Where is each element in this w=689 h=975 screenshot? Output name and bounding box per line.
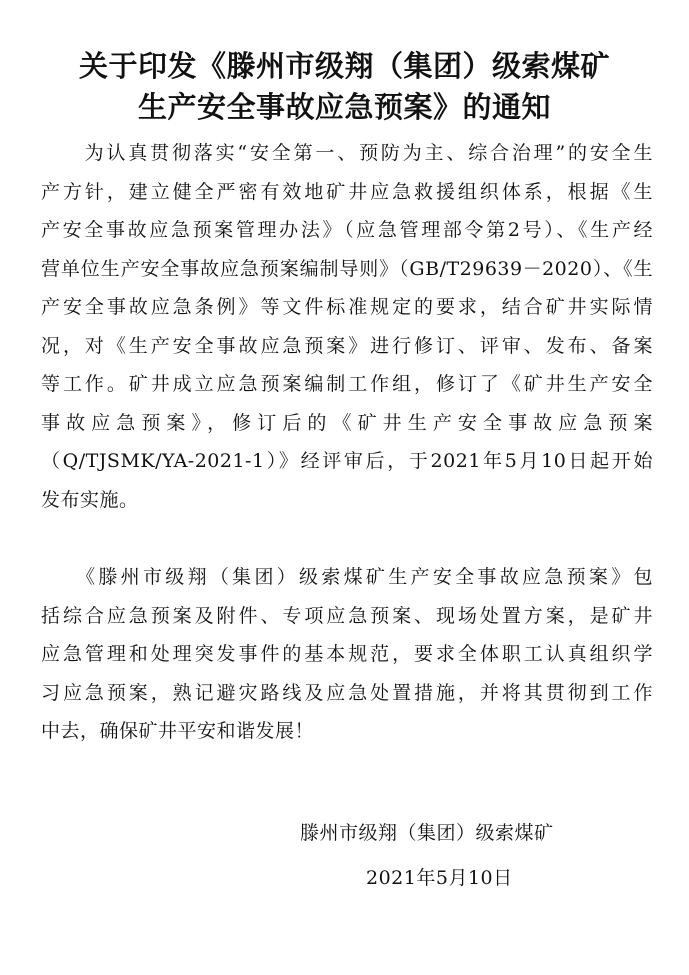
paragraph-line: 为认真贯彻落实“安全第一、预防为主、综合治理”的安全生 bbox=[41, 142, 653, 164]
paragraph-line: 《滕州市级翔（集团）级索煤矿生产安全事故应急预案》包 bbox=[41, 566, 653, 588]
paragraph-line: 习应急预案，熟记避灾路线及应急处置措施，并将其贯彻到工作 bbox=[41, 681, 653, 704]
paragraph-line: （Q/TJSMK/YA-2021-1）》经评审后，于2021年5月10日起开始 bbox=[41, 450, 653, 472]
paragraph-line: 产安全事故应急预案管理办法》（应急管理部令第2号）、《生产经 bbox=[41, 219, 653, 241]
signature-date: 2021年5月10日 bbox=[366, 867, 513, 889]
paragraph-line: 发布实施。 bbox=[41, 488, 139, 511]
paragraph-line: 事故应急预案》，修订后的《矿井生产安全事故应急预案 bbox=[41, 411, 653, 434]
paragraph-line: 应急管理和处理突发事件的基本规范，要求全体职工认真组织学 bbox=[41, 643, 653, 665]
body-paragraph-2 bbox=[41, 558, 653, 751]
document-title-line-2: 生产安全事故应急预案》的通知 bbox=[137, 90, 551, 124]
paragraph-line: 中去，确保矿井平安和谐发展！ bbox=[41, 720, 315, 742]
body-paragraph-1 bbox=[41, 134, 653, 519]
paragraph-line: 产方针，建立健全严密有效地矿井应急救援组织体系，根据《生 bbox=[41, 180, 653, 203]
paragraph-line: 况，对《生产安全事故应急预案》进行修订、评审、发布、备案 bbox=[41, 334, 653, 357]
paragraph-line: 等工作。矿井成立应急预案编制工作组，修订了《矿井生产安全 bbox=[41, 373, 653, 395]
document-title-line-1: 关于印发《滕州市级翔（集团）级索煤矿 bbox=[78, 49, 610, 83]
signature-organization: 滕州市级翔（集团）级索煤矿 bbox=[300, 822, 554, 844]
paragraph-line: 括综合应急预案及附件、专项应急预案、现场处置方案，是矿井 bbox=[41, 604, 653, 627]
paragraph-line: 产安全事故应急条例》等文件标准规定的要求，结合矿井实际情 bbox=[41, 296, 653, 318]
paragraph-line: 营单位生产安全事故应急预案编制导则》（GB/T29639－2020）、《生 bbox=[41, 257, 653, 280]
